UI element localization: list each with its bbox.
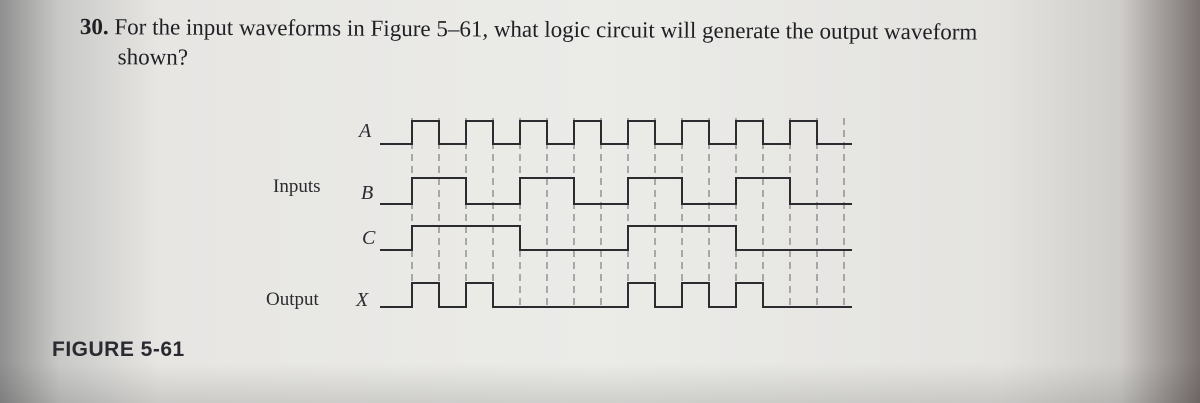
- figure-caption: FIGURE 5-61: [52, 338, 185, 361]
- waveform-a: [380, 121, 852, 144]
- signal-label-c: C: [362, 227, 376, 249]
- question-line-2: shown?: [117, 44, 189, 70]
- question-text: For the input waveforms in Figure 5–61, what logic circuit will generate the output waveform: [114, 14, 978, 45]
- signal-label-a: A: [359, 120, 372, 142]
- output-label: Output: [266, 289, 319, 310]
- inputs-label: Inputs: [273, 176, 321, 197]
- waveform-x: [380, 283, 852, 307]
- signal-label-x: X: [356, 289, 369, 311]
- waveform-c: [380, 226, 852, 250]
- question-number: 30.: [79, 13, 109, 40]
- signal-label-b: B: [361, 182, 374, 204]
- waveform-b: [380, 178, 852, 204]
